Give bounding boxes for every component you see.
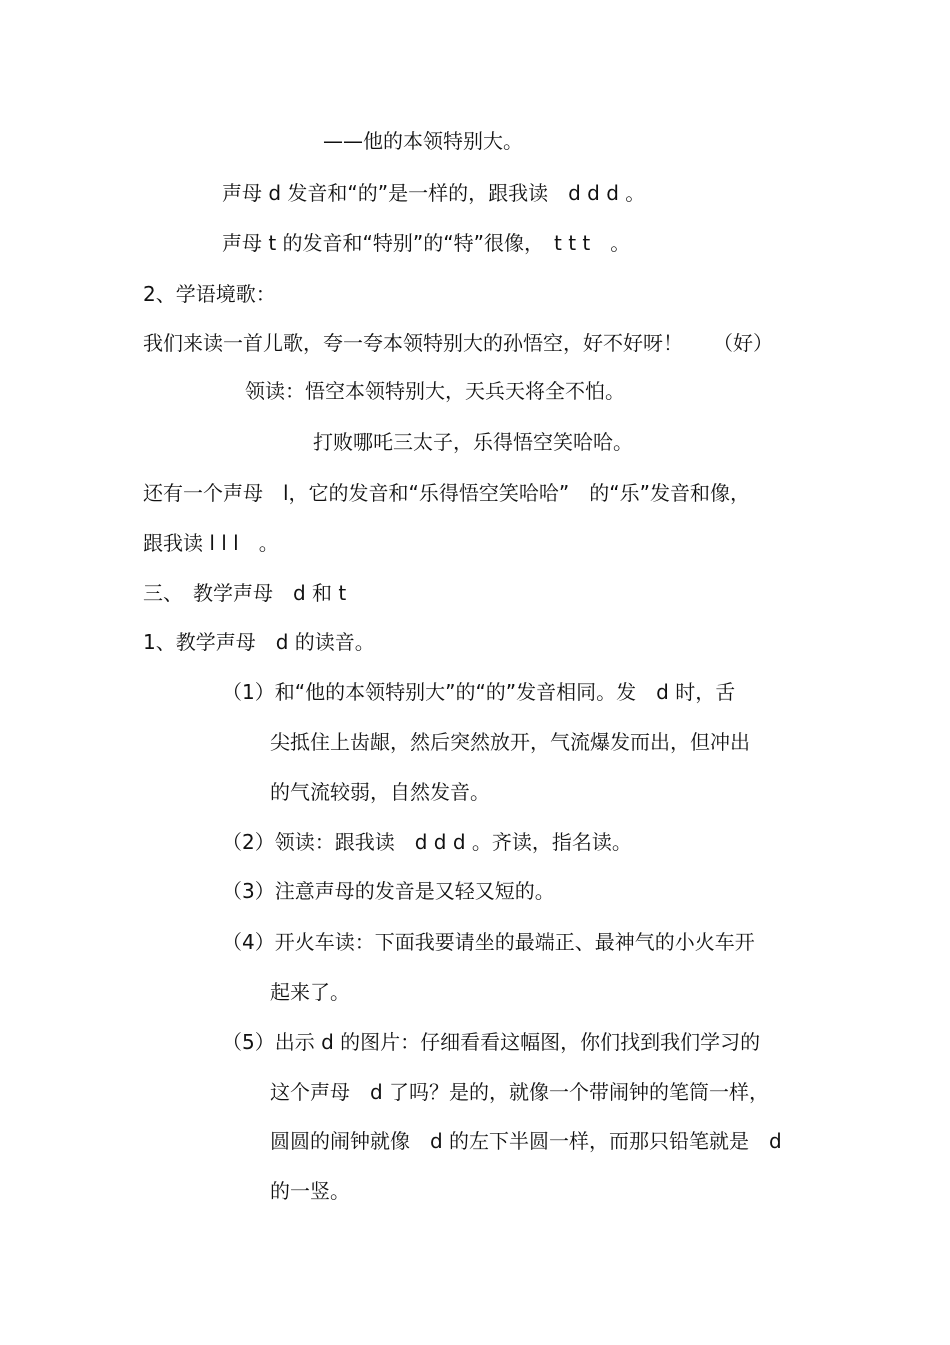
item-4-line-2: 起来了。 xyxy=(270,980,350,1004)
text-line-8: 还有一个声母 l，它的发音和“乐得悟空笑哈哈” 的“乐”发音和像， xyxy=(143,481,751,505)
text-line-3: 声母 t 的发音和“特别”的“特”很像， t t t 。 xyxy=(222,231,631,255)
item-1-line-3: 的气流较弱，自然发音。 xyxy=(270,780,490,804)
item-5-line-1: （5）出示 d 的图片：仔细看看这幅图，你们找到我们学习的 xyxy=(222,1030,761,1054)
section-heading-2: 2、学语境歌： xyxy=(143,282,276,306)
section-heading-3: 三、 教学声母 d 和 t xyxy=(143,581,347,605)
text-line-2: 声母 d 发音和“的”是一样的，跟我读 d d d 。 xyxy=(222,181,646,205)
subsection-heading-1: 1、教学声母 d 的读音。 xyxy=(143,630,375,654)
item-5-line-4: 的一竖。 xyxy=(270,1179,350,1203)
poem-line-2: 打败哪吒三太子，乐得悟空笑哈哈。 xyxy=(313,430,633,454)
item-3-line-1: （3）注意声母的发音是又轻又短的。 xyxy=(222,879,555,903)
item-5-line-3: 圆圆的闹钟就像 d 的左下半圆一样，而那只铅笔就是 d xyxy=(270,1129,782,1153)
item-2-line-1: （2）领读：跟我读 d d d 。齐读，指名读。 xyxy=(222,830,632,854)
poem-line-1: 领读：悟空本领特别大，天兵天将全不怕。 xyxy=(245,379,625,403)
text-line-1: ——他的本领特别大。 xyxy=(323,129,523,153)
item-1-line-1: （1）和“他的本领特别大”的“的”发音相同。发 d 时，舌 xyxy=(222,680,736,704)
text-line-9: 跟我读 l l l 。 xyxy=(143,531,279,555)
item-4-line-1: （4）开火车读：下面我要请坐的最端正、最神气的小火车开 xyxy=(222,930,755,954)
item-5-line-2: 这个声母 d 了吗？是的，就像一个带闹钟的笔筒一样， xyxy=(270,1080,770,1104)
text-line-5: 我们来读一首儿歌，夸一夸本领特别大的孙悟空，好不好呀！ （好） xyxy=(143,331,773,355)
item-1-line-2: 尖抵住上齿龈，然后突然放开，气流爆发而出，但冲出 xyxy=(270,730,750,754)
